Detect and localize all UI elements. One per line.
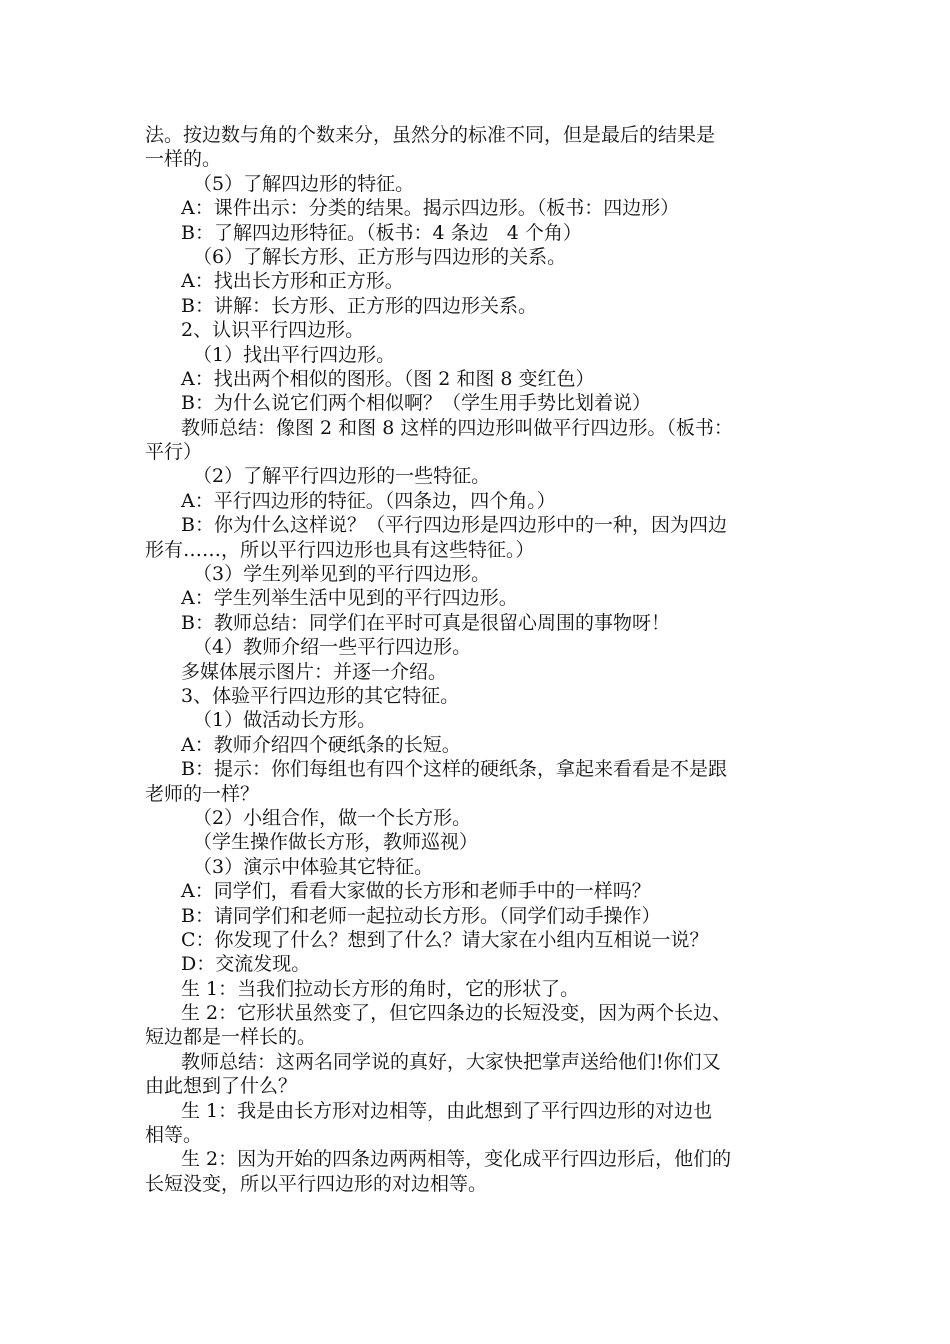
text-line: 长短没变，所以平行四边形的对边相等。 [145, 1172, 488, 1195]
text-line: B：讲解：长方形、正方形的四边形关系。 [181, 294, 537, 317]
text-line: 形有……，所以平行四边形也具有这些特征。） [145, 538, 535, 561]
text-line: A：课件出示：分类的结果。揭示四边形。（板书：四边形） [181, 197, 680, 220]
text-line: 教师总结：这两名同学说的真好，大家快把掌声送给他们!你们又 [181, 1050, 721, 1073]
text-line: 2、认识平行四边形。 [181, 319, 365, 342]
text-line: （2）小组合作，做一个长方形。 [193, 806, 472, 829]
text-line: D：交流发现。 [181, 953, 311, 976]
text-line: 生 1：我是由长方形对边相等，由此想到了平行四边形的对边也 [181, 1099, 713, 1122]
text-line: A：找出长方形和正方形。 [181, 270, 404, 293]
text-line: B：教师总结：同学们在平时可真是很留心周围的事物呀！ [181, 611, 670, 634]
text-line: 相等。 [145, 1124, 203, 1147]
text-line: 一样的。 [145, 148, 222, 171]
text-line: （1）做活动长方形。 [193, 709, 377, 732]
text-line: （5）了解四边形的特征。 [193, 172, 415, 195]
text-line: 3、体验平行四边形的其它特征。 [181, 684, 460, 707]
text-line: （3）学生列举见到的平行四边形。 [193, 563, 491, 586]
text-line: 老师的一样？ [145, 782, 260, 805]
text-line: A：平行四边形的特征。（四条边，四个角。） [181, 489, 556, 512]
text-line: A：找出两个相似的图形。（图 2 和图 8 变红色） [181, 367, 595, 390]
text-line: 平行） [145, 441, 203, 464]
text-line: 多媒体展示图片：并逐一介绍。 [181, 660, 448, 683]
text-line: B：你为什么这样说？（平行四边形是四边形中的一种，因为四边 [181, 514, 727, 537]
text-line: C：你发现了什么？想到了什么？请大家在小组内互相说一说？ [181, 928, 709, 951]
text-line: （1）找出平行四边形。 [193, 343, 396, 366]
text-line: 由此想到了什么？ [145, 1075, 298, 1098]
text-line: （3）演示中体验其它特征。 [193, 855, 434, 878]
text-line: A：教师介绍四个硬纸条的长短。 [181, 733, 461, 756]
text-line: （4）教师介绍一些平行四边形。 [193, 636, 472, 659]
text-line: 生 1：当我们拉动长方形的角时，它的形状了。 [181, 977, 580, 1000]
text-line: （学生操作做长方形，教师巡视） [193, 831, 479, 854]
text-line: 生 2：它形状虽然变了，但它四条边的长短没变，因为两个长边、 [181, 1002, 732, 1025]
text-line: A：学生列举生活中见到的平行四边形。 [181, 587, 518, 610]
text-line: （6）了解长方形、正方形与四边形的关系。 [193, 245, 567, 268]
text-line: 生 2：因为开始的四条边两两相等，变化成平行四边形后，他们的 [181, 1148, 732, 1171]
text-line: B：提示：你们每组也有四个这样的硬纸条，拿起来看看是不是跟 [181, 758, 727, 781]
body-text [145, 123, 810, 1196]
text-line: 短边都是一样长的。 [145, 1026, 317, 1049]
text-line: A：同学们，看看大家做的长方形和老师手中的一样吗？ [181, 880, 651, 903]
text-line: B：请同学们和老师一起拉动长方形。（同学们动手操作） [181, 904, 661, 927]
text-line: B：了解四边形特征。（板书：4 条边 4 个角） [181, 221, 582, 244]
text-line: B：为什么说它们两个相似啊？（学生用手势比划着说） [181, 392, 651, 415]
text-line: 教师总结：像图 2 和图 8 这样的四边形叫做平行四边形。（板书： [181, 416, 733, 439]
text-line: （2）了解平行四边形的一些特征。 [193, 465, 491, 488]
text-line: 法。按边数与角的个数来分，虽然分的标准不同，但是最后的结果是 [145, 124, 716, 146]
